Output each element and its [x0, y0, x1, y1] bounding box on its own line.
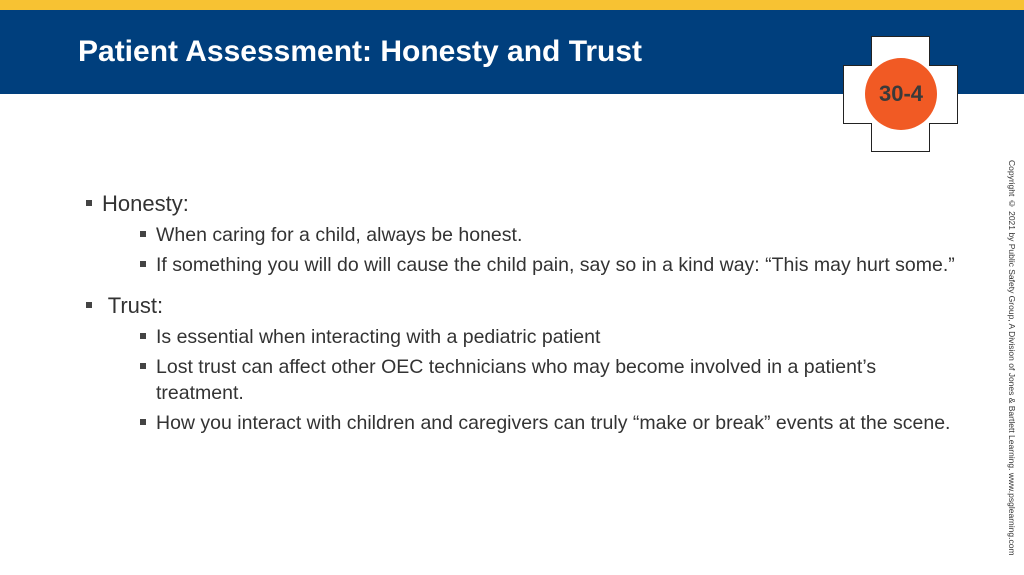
bullet-icon: [140, 261, 146, 267]
sub-bullet: If something you will do will cause the child pain, say so in a kind way: “This may hurt some.”: [102, 252, 956, 278]
slide-number-badge: 30-4: [865, 58, 937, 130]
top-accent-stripe: [0, 0, 1024, 10]
bullet-icon: [140, 419, 146, 425]
section-heading: Trust:: [102, 293, 164, 318]
sub-bullet: Is essential when interacting with a pediatric patient: [102, 324, 956, 350]
sub-bullet: Lost trust can affect other OEC technicians who may become involved in a patient’s treatment.: [102, 354, 956, 406]
copyright-text: Copyright © 2021 by Public Safety Group, A Division of Jones & Bartlett Learning. www.psglearning.com: [1007, 160, 1017, 556]
slide-title: Patient Assessment: Honesty and Trust: [78, 35, 643, 68]
bullet-icon: [140, 231, 146, 237]
bullet-icon: [86, 302, 92, 308]
sub-bullet: How you interact with children and caregivers can truly “make or break” events at the scene.: [102, 410, 956, 436]
slide-content: [86, 190, 956, 436]
section-heading: Honesty:: [102, 191, 189, 216]
bullet-icon: [140, 363, 146, 369]
medical-cross-icon: [843, 36, 958, 152]
sub-bullet: When caring for a child, always be honest.: [102, 222, 956, 248]
bullet-icon: [140, 333, 146, 339]
bullet-honesty: [86, 190, 956, 278]
bullet-trust: [86, 292, 956, 436]
bullet-icon: [86, 200, 92, 206]
